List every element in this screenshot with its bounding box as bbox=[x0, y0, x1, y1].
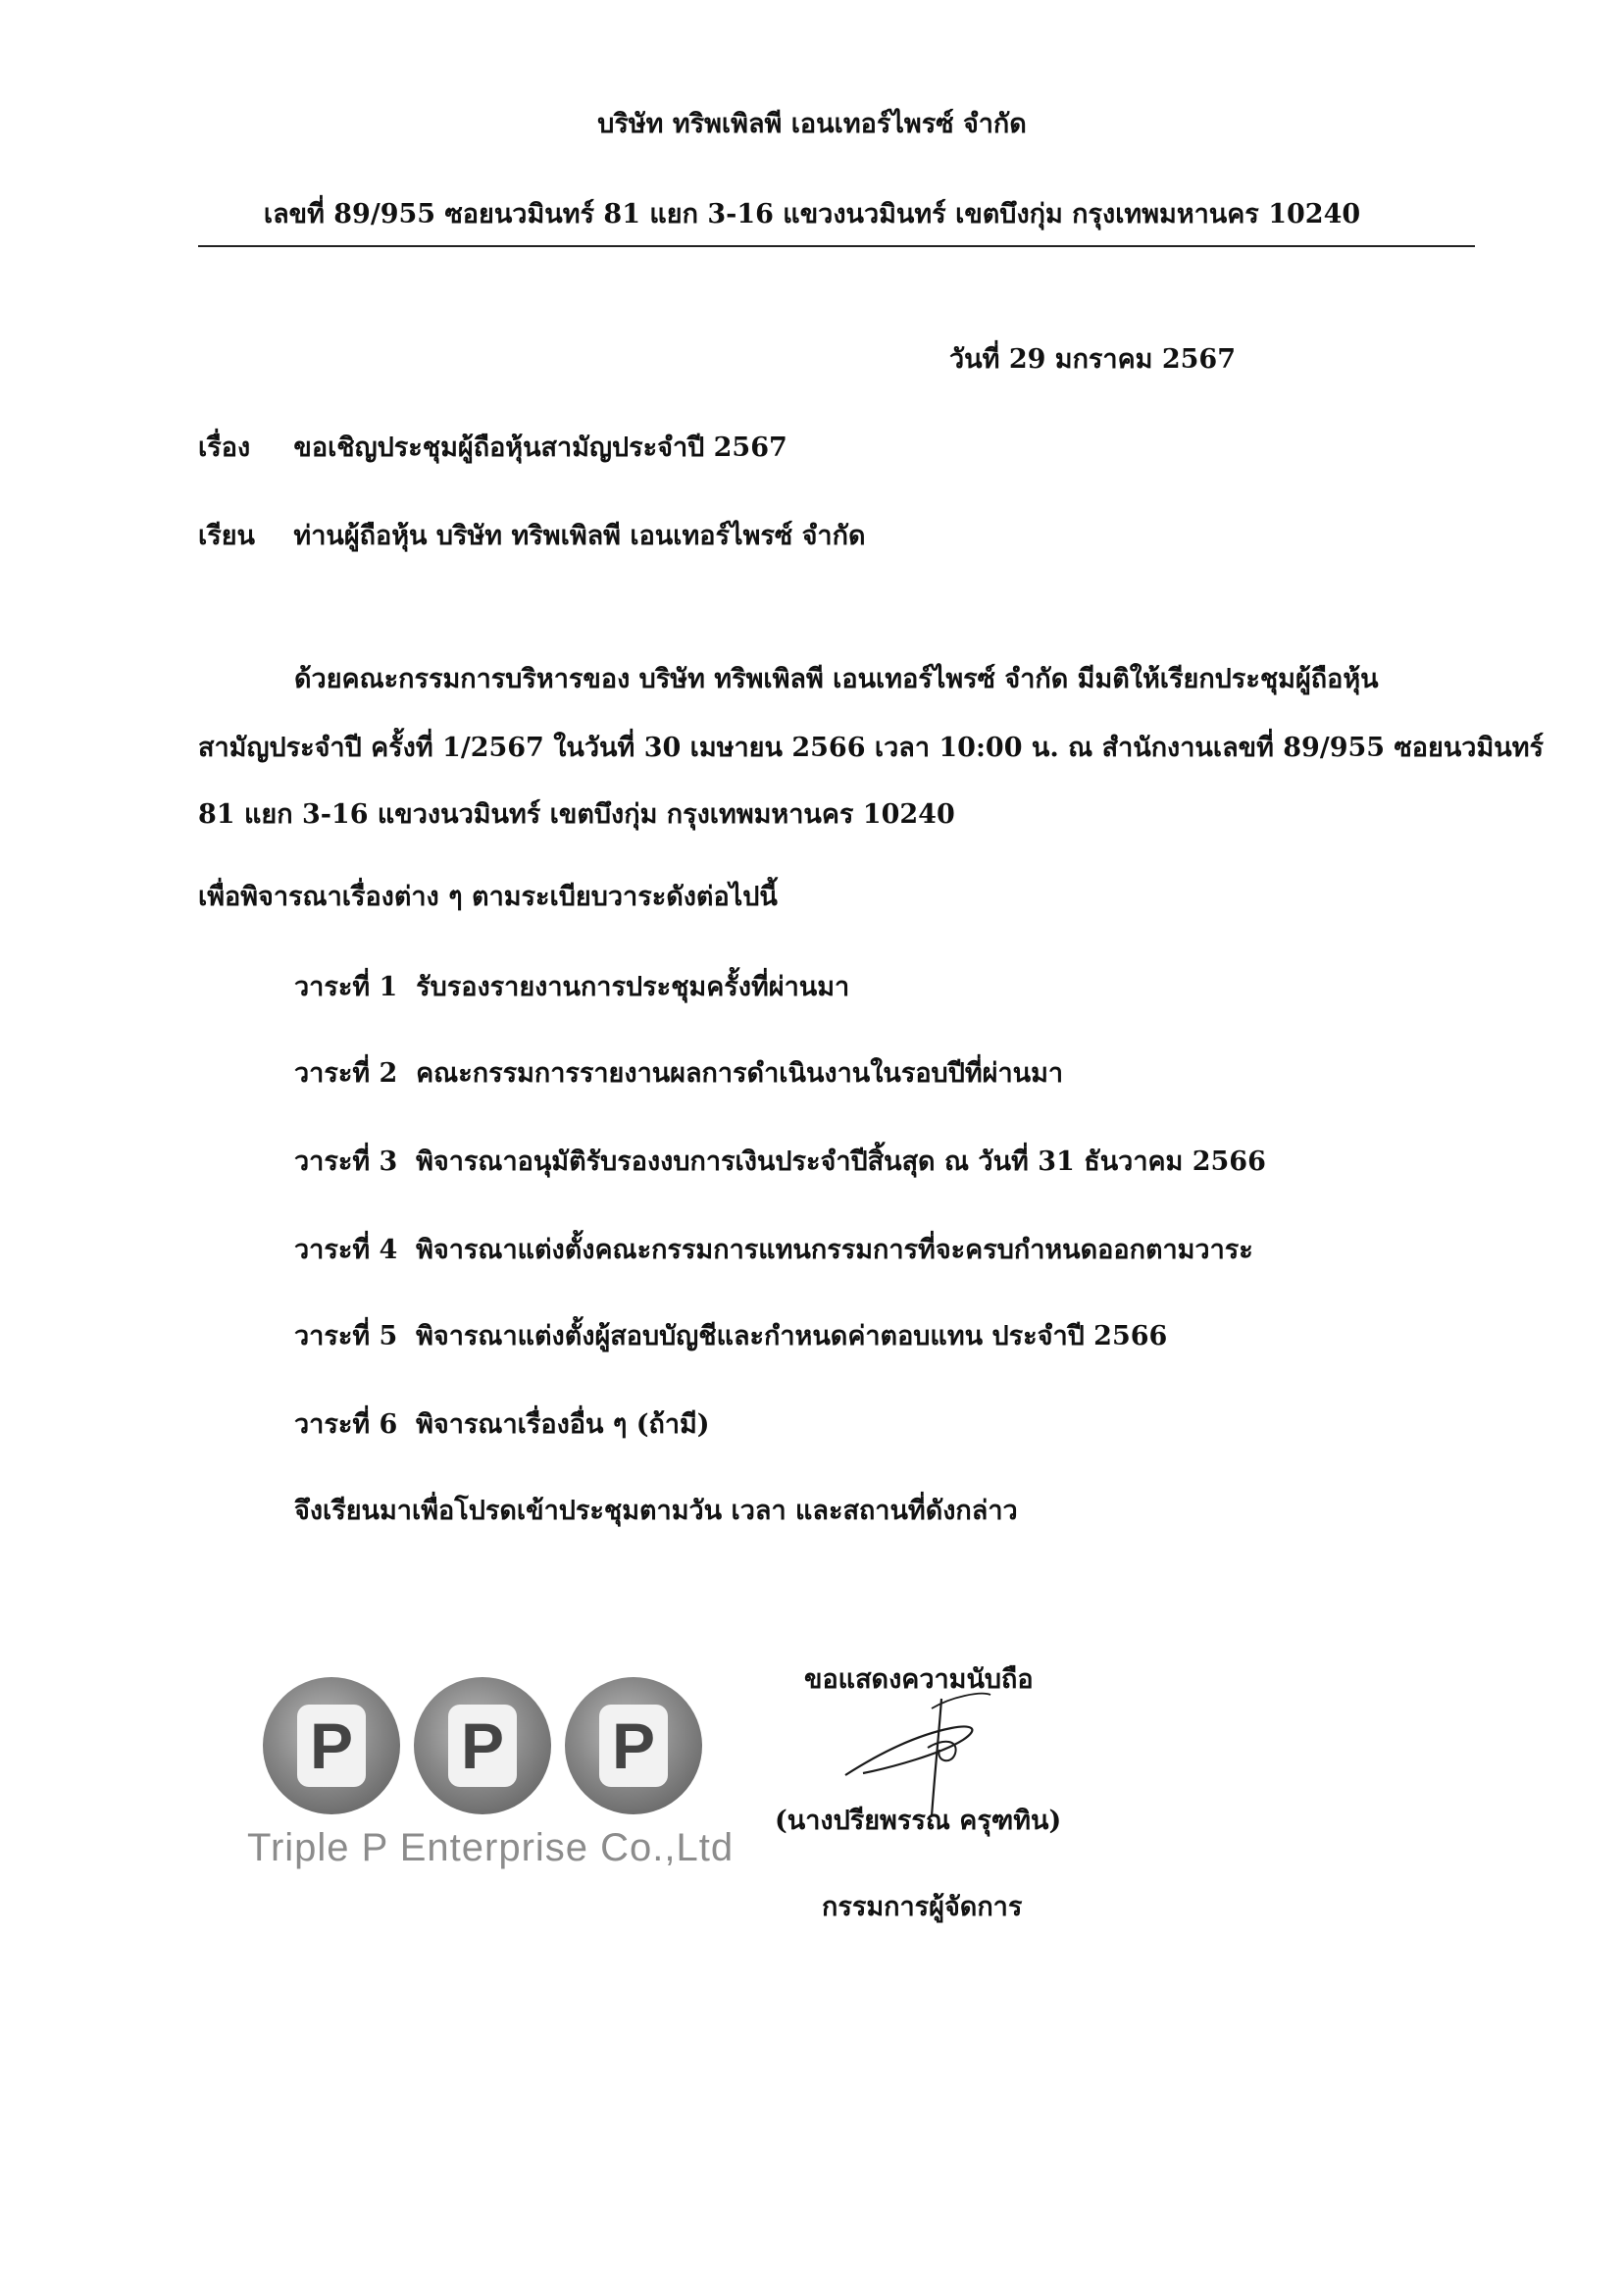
logo-letter: P bbox=[599, 1705, 668, 1787]
company-logo bbox=[245, 1667, 735, 1893]
body-line-3: 81 แยก 3-16 แขวงนวมินทร์ เขตบึงกุ่ม กรุงเทพมหานคร 10240 bbox=[198, 799, 955, 830]
agenda-text: พิจารณาเรื่องอื่น ๆ (ถ้ามี) bbox=[416, 1409, 710, 1440]
agenda-number: วาระที่ 4 bbox=[294, 1235, 398, 1265]
agenda-item bbox=[294, 965, 849, 1007]
company-name: บริษัท ทริพเพิลพี เอนเทอร์ไพรซ์ จำกัด bbox=[597, 109, 1027, 139]
subject-text: ขอเชิญประชุมผู้ถือหุ้นสามัญประจำปี 2567 bbox=[293, 433, 787, 463]
agenda-text: คณะกรรมการรายงานผลการดำเนินงานในรอบปีที่ผ่านมา bbox=[416, 1058, 1064, 1089]
agenda-number: วาระที่ 2 bbox=[294, 1058, 398, 1089]
agenda-item bbox=[294, 1140, 1266, 1182]
agenda-text: พิจารณาแต่งตั้งคณะกรรมการแทนกรรมการที่จะครบกำหนดออกตามวาระ bbox=[416, 1235, 1253, 1265]
body-line-2: สามัญประจำปี ครั้งที่ 1/2567 ในวันที่ 30 เมษายน 2566 เวลา 10:00 น. ณ สำนักงานเลขที่ 89/955 ซอยนวมินทร์ bbox=[198, 733, 1545, 763]
logo-caption: Triple P Enterprise Co.,Ltd bbox=[247, 1826, 735, 1869]
agenda-number: วาระที่ 1 bbox=[294, 972, 398, 1002]
logo-circle bbox=[263, 1677, 400, 1814]
logo-circle bbox=[414, 1677, 551, 1814]
agenda-item bbox=[294, 1051, 1063, 1094]
subject-line bbox=[198, 426, 787, 468]
agenda-text: พิจารณาอนุมัติรับรองงบการเงินประจำปีสิ้นสุด ณ วันที่ 31 ธันวาคม 2566 bbox=[416, 1146, 1266, 1177]
signer-title: กรรมการผู้จัดการ bbox=[822, 1892, 1023, 1922]
recipient-line bbox=[198, 514, 865, 556]
recipient-label: เรียน bbox=[198, 521, 256, 551]
agenda-item bbox=[294, 1228, 1253, 1270]
logo-letter: P bbox=[297, 1705, 366, 1787]
subject-label: เรื่อง bbox=[198, 433, 251, 463]
agenda-item bbox=[294, 1402, 710, 1445]
agenda-text: พิจารณาแต่งตั้งผู้สอบบัญชีและกำหนดค่าตอบแทน ประจำปี 2566 bbox=[416, 1321, 1168, 1351]
agenda-text: รับรองรายงานการประชุมครั้งที่ผ่านมา bbox=[416, 972, 850, 1002]
agenda-intro: เพื่อพิจารณาเรื่องต่าง ๆ ตามระเบียบวาระดังต่อไปนี้ bbox=[198, 882, 778, 912]
closing-text: จึงเรียนมาเพื่อโปรดเข้าประชุมตามวัน เวลา และสถานที่ดังกล่าว bbox=[294, 1496, 1018, 1526]
company-address: เลขที่ 89/955 ซอยนวมินทร์ 81 แยก 3-16 แขวงนวมินทร์ เขตบึงกุ่ม กรุงเทพมหานคร 10240 bbox=[263, 199, 1361, 229]
agenda-number: วาระที่ 5 bbox=[294, 1321, 398, 1351]
agenda-number: วาระที่ 3 bbox=[294, 1146, 398, 1177]
recipient-text: ท่านผู้ถือหุ้น บริษัท ทริพเพิลพี เอนเทอร์ไพรซ์ จำกัด bbox=[293, 521, 866, 551]
agenda-item bbox=[294, 1314, 1167, 1356]
logo-letter: P bbox=[448, 1705, 517, 1787]
agenda-number: วาระที่ 6 bbox=[294, 1409, 398, 1440]
letter-date: วันที่ 29 มกราคม 2567 bbox=[949, 344, 1237, 375]
header-divider bbox=[198, 245, 1475, 247]
regards-text: ขอแสดงความนับถือ bbox=[804, 1664, 1034, 1695]
logo-circle bbox=[565, 1677, 702, 1814]
body-line-1: ด้วยคณะกรรมการบริหารของ บริษัท ทริพเพิลพี เอนเทอร์ไพรซ์ จำกัด มีมติให้เรียกประชุมผู้ถือหุ้น bbox=[294, 664, 1379, 694]
signer-name: (นางปรียพรรณ ครุฑทิน) bbox=[775, 1806, 1062, 1836]
